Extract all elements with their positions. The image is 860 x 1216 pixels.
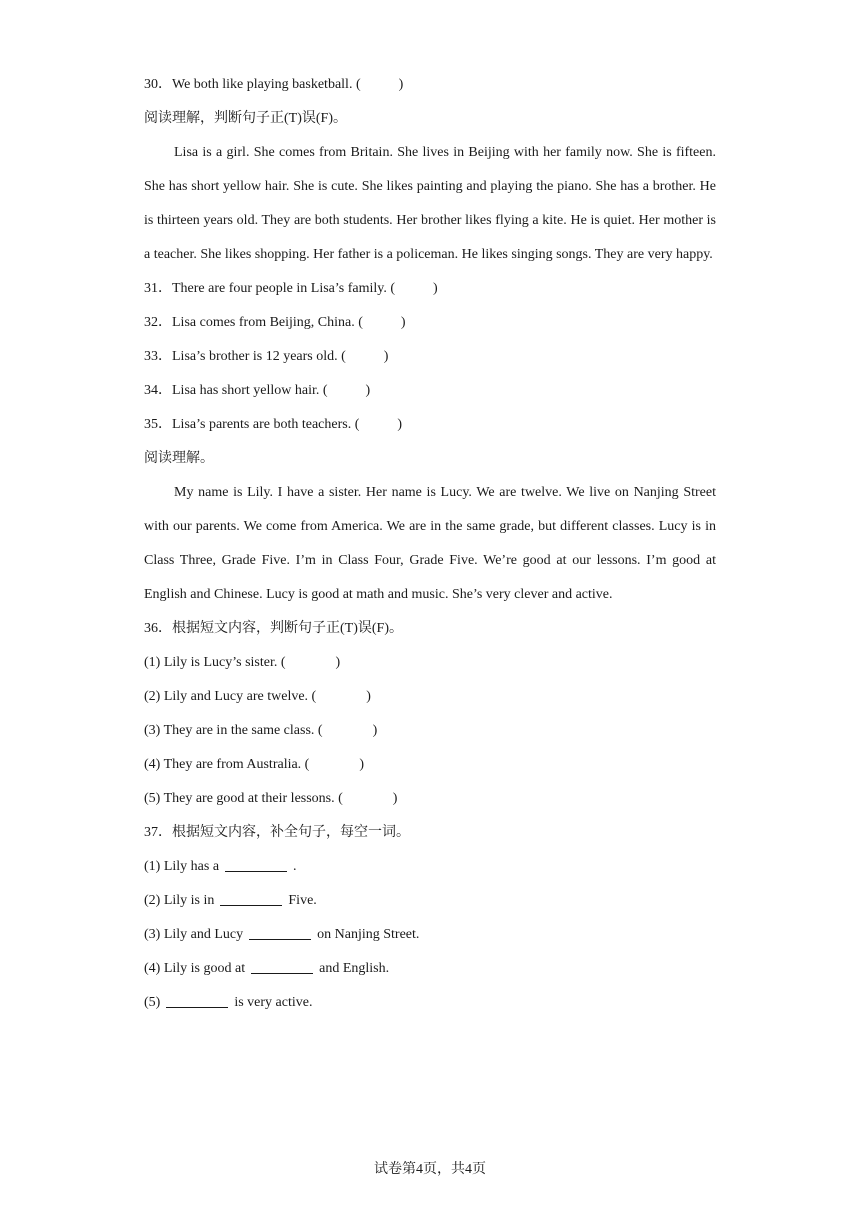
question-text: 35．Lisa’s parents are both teachers. ( — [144, 417, 360, 432]
section-2-instruction: 阅读理解。 — [144, 451, 214, 466]
question-36-item-2 — [144, 680, 716, 714]
item-close: ) — [335, 655, 341, 670]
question-close: ) — [365, 383, 371, 398]
question-30-text: 30．We both like playing basketball. ( — [144, 77, 361, 92]
question-33 — [144, 340, 716, 374]
item-text-before: (2) Lily is in — [144, 893, 215, 908]
item-text-before: (1) Lily has a — [144, 859, 220, 874]
question-text: 34．Lisa has short yellow hair. ( — [144, 383, 328, 398]
item-text-after: on Nanjing Street. — [317, 927, 420, 942]
item-text-before: (3) Lily and Lucy — [144, 927, 244, 942]
item-text: (3) They are in the same class. ( — [144, 723, 323, 738]
item-close: ) — [372, 723, 378, 738]
question-37-item-3 — [144, 918, 716, 952]
item-text: (5) They are good at their lessons. ( — [144, 791, 343, 806]
question-30 — [144, 68, 716, 102]
fill-in-blank[interactable] — [220, 891, 282, 906]
question-37-item-1 — [144, 850, 716, 884]
fill-in-blank[interactable] — [166, 993, 228, 1008]
question-text: 32．Lisa comes from Beijing, China. ( — [144, 315, 363, 330]
page-footer: 试卷第4页，共4页 — [374, 1162, 486, 1177]
item-text-after: and English. — [319, 961, 390, 976]
question-text: 33．Lisa’s brother is 12 years old. ( — [144, 349, 346, 364]
item-text-after: . — [293, 859, 297, 874]
question-close: ) — [400, 315, 406, 330]
question-37-item-4 — [144, 952, 716, 986]
question-close: ) — [383, 349, 389, 364]
question-36-item-4 — [144, 748, 716, 782]
question-30-close: ) — [398, 77, 404, 92]
fill-in-blank[interactable] — [251, 959, 313, 974]
section-1-instruction: 阅读理解，判断句子正(T)误(F)。 — [144, 111, 347, 126]
reading-passage-lily: My name is Lily. I have a sister. Her name is Lucy. We are twelve. We live on Nanjing Street with our parents. We come from America. We are in the same grade, but different classes. Lucy is in Class Three, Grade Five. I’m in Class Four, Grade Five. We’re good at our lessons. I’m good at English and Chinese. Lucy is good at math and music. She’s very clever and active. — [144, 485, 716, 602]
item-close: ) — [359, 757, 365, 772]
question-37-instruction: 37．根据短文内容，补全句子，每空一词。 — [144, 825, 410, 840]
question-37-item-5 — [144, 986, 716, 1020]
item-text-before: (5) — [144, 995, 161, 1010]
item-text-after: Five. — [288, 893, 317, 908]
item-close: ) — [366, 689, 371, 704]
question-36-item-1 — [144, 646, 716, 680]
question-close: ) — [397, 417, 403, 432]
item-text: (4) They are from Australia. ( — [144, 757, 310, 772]
exam-page-content — [144, 68, 716, 1020]
item-text-before: (4) Lily is good at — [144, 961, 246, 976]
question-37-item-2 — [144, 884, 716, 918]
question-35 — [144, 408, 716, 442]
question-36-item-5 — [144, 782, 716, 816]
fill-in-blank[interactable] — [249, 925, 311, 940]
question-31 — [144, 272, 716, 306]
item-text: (1) Lily is Lucy’s sister. ( — [144, 655, 286, 670]
question-36-item-3 — [144, 714, 716, 748]
reading-passage-lisa: Lisa is a girl. She comes from Britain. She lives in Beijing with her family now. She is fifteen. She has short yellow hair. She is cute. She likes painting and playing the piano. She has a brother. He is thirteen years old. They are both students. Her brother likes flying a kite. He is quiet. Her mother is a teacher. She likes shopping. Her father is a policeman. He likes singing songs. They are very happy. — [144, 145, 716, 262]
question-36-instruction: 36．根据短文内容，判断句子正(T)误(F)。 — [144, 621, 403, 636]
item-text: (2) Lily and Lucy are twelve. ( — [144, 689, 317, 704]
question-text: 31．There are four people in Lisa’s family. ( — [144, 281, 396, 296]
question-34 — [144, 374, 716, 408]
question-close: ) — [433, 281, 438, 296]
item-close: ) — [392, 791, 398, 806]
fill-in-blank[interactable] — [225, 857, 287, 872]
question-32 — [144, 306, 716, 340]
item-text-after: is very active. — [234, 995, 313, 1010]
